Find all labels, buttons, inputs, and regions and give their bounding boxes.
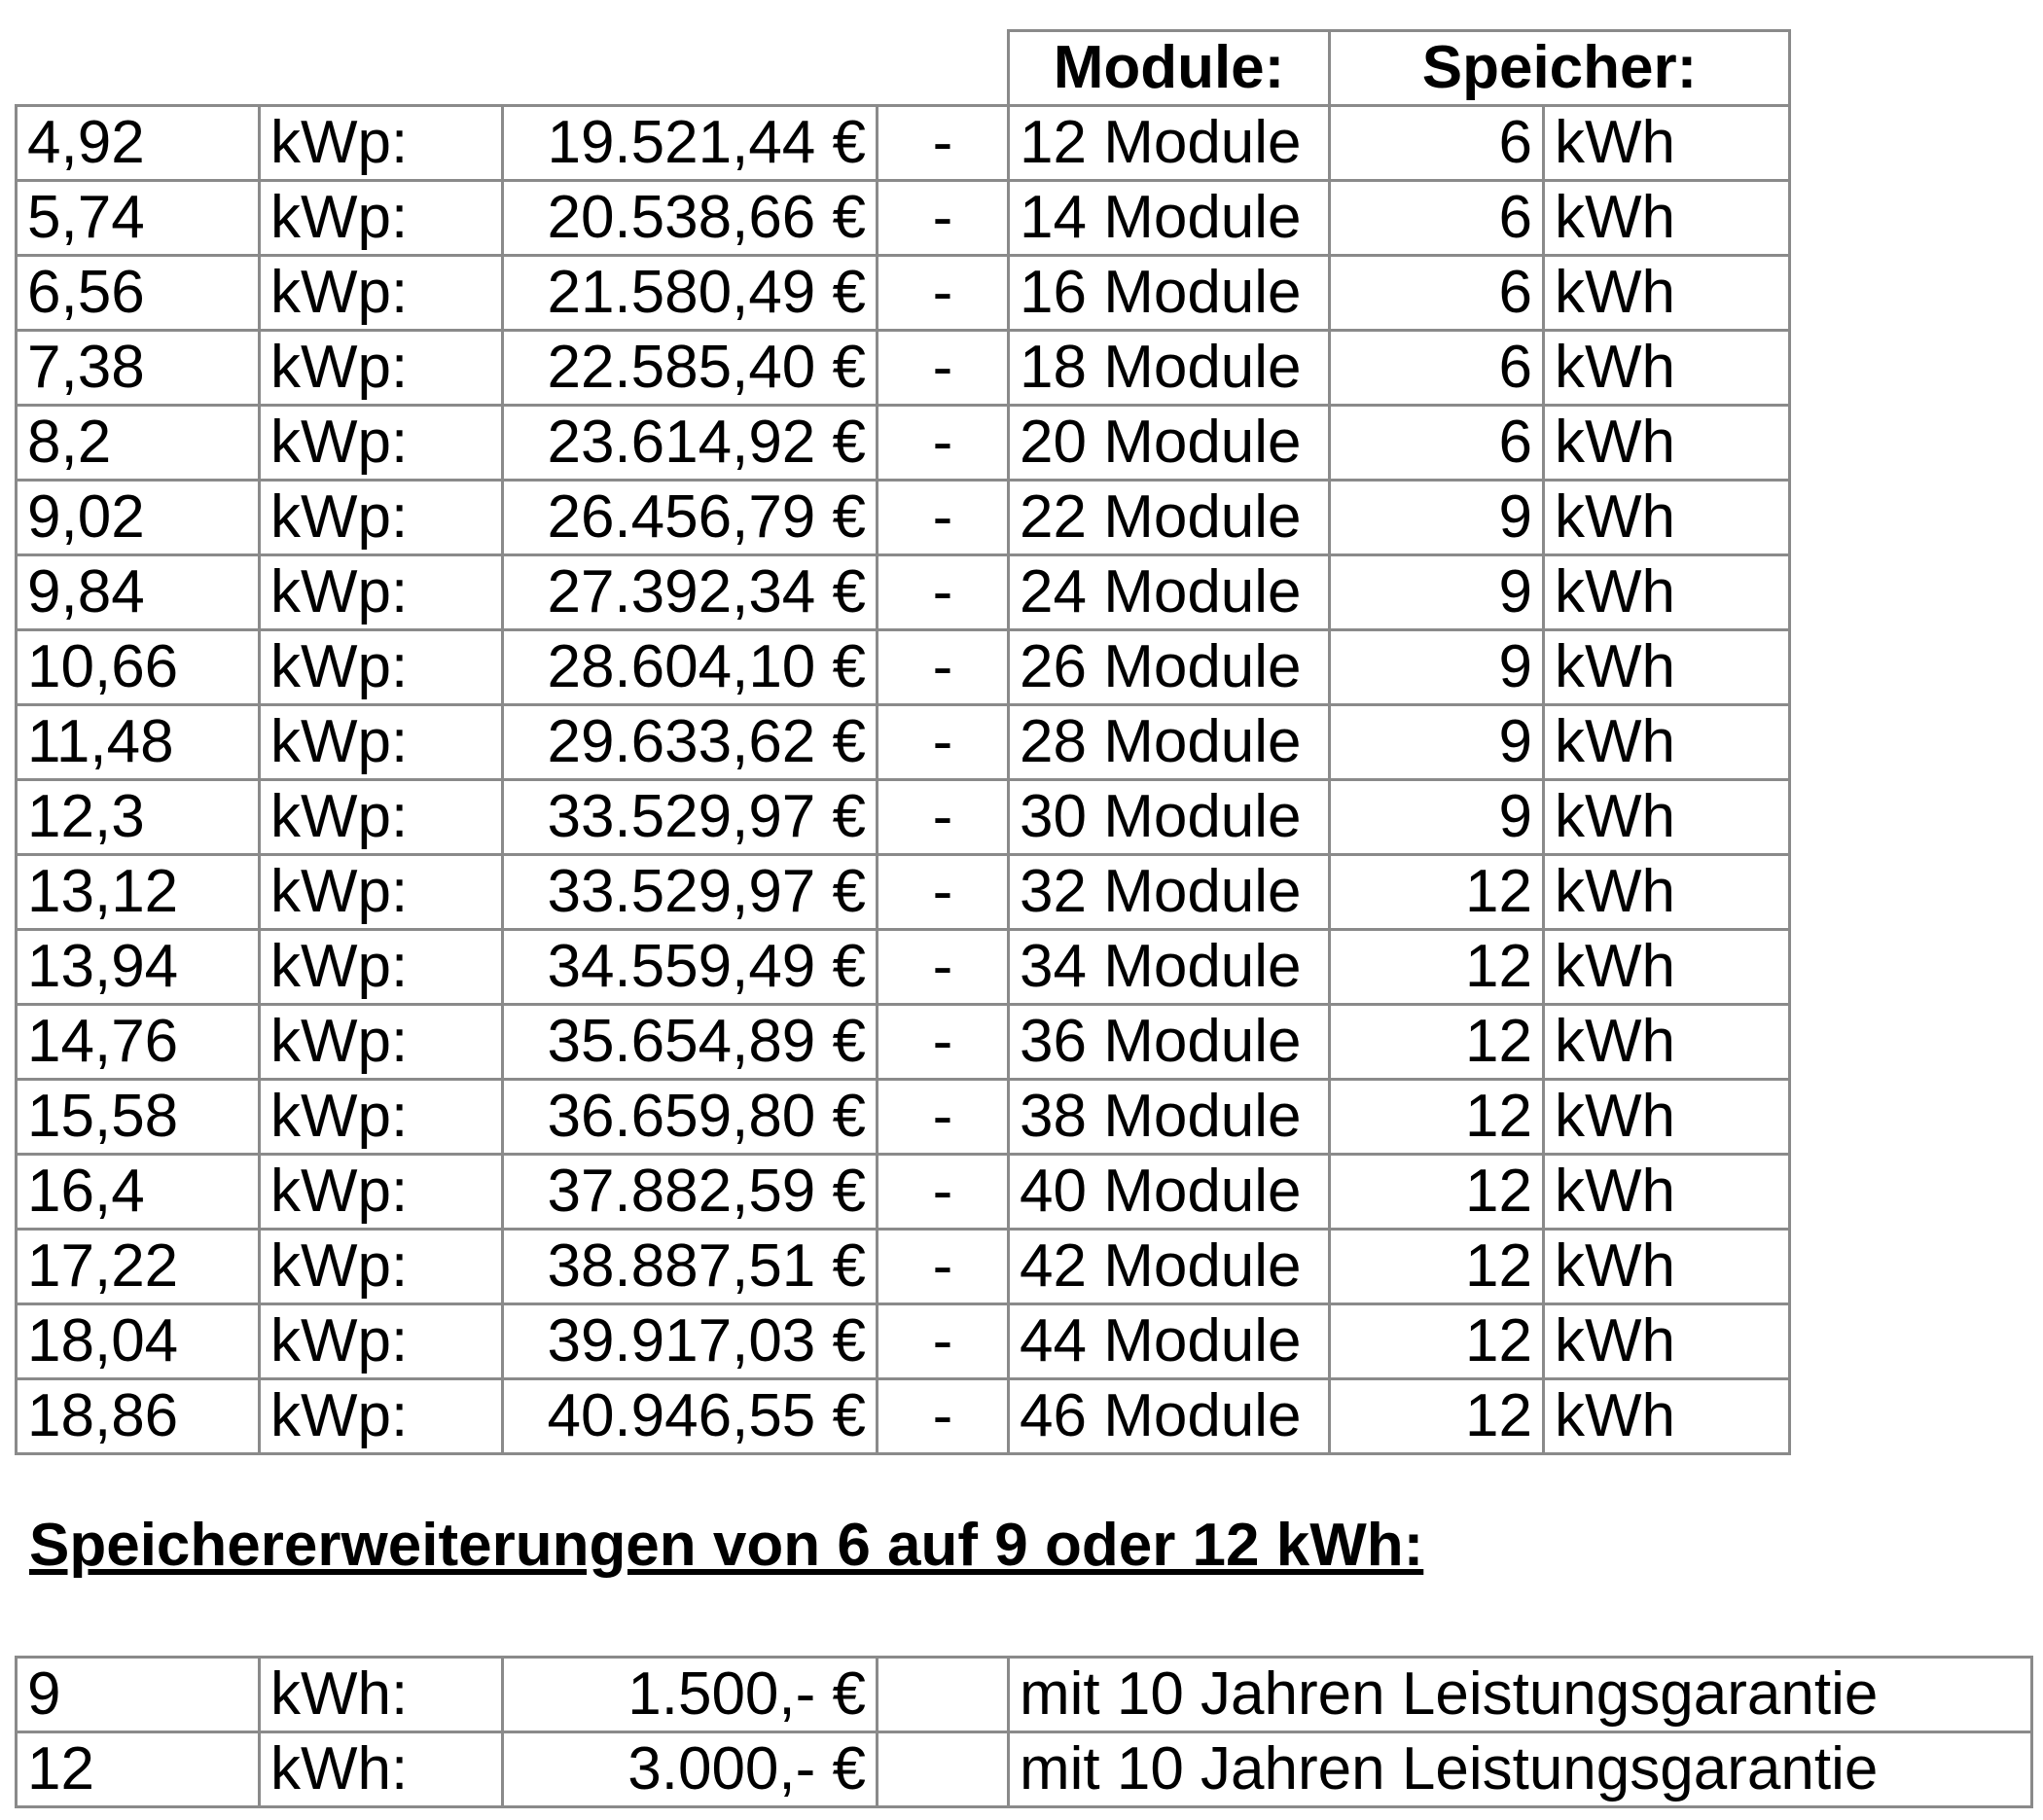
storage-unit: kWh	[1544, 1379, 1790, 1454]
module-count: 26 Module	[1009, 630, 1330, 705]
dash-separator: -	[878, 106, 1009, 181]
storage-unit: kWh	[1544, 555, 1790, 630]
dash-separator: -	[878, 855, 1009, 930]
kwp-value: 18,04	[17, 1304, 260, 1379]
extension-empty	[878, 1658, 1009, 1732]
extension-unit: kWh:	[260, 1732, 503, 1807]
header-blank	[878, 31, 1009, 106]
module-count: 46 Module	[1009, 1379, 1330, 1454]
price-value: 36.659,80 €	[503, 1080, 878, 1155]
storage-value: 6	[1330, 106, 1544, 181]
price-value: 33.529,97 €	[503, 855, 878, 930]
dash-separator: -	[878, 481, 1009, 555]
price-value: 28.604,10 €	[503, 630, 878, 705]
price-value: 21.580,49 €	[503, 256, 878, 331]
dash-separator: -	[878, 181, 1009, 256]
extension-price: 3.000,- €	[503, 1732, 878, 1807]
kwp-value: 13,94	[17, 930, 260, 1005]
table-row	[17, 106, 1790, 181]
storage-value: 12	[1330, 1155, 1544, 1230]
table-row	[17, 256, 1790, 331]
table-row	[17, 1379, 1790, 1454]
extension-row	[17, 1732, 2032, 1807]
kwp-value: 14,76	[17, 1005, 260, 1080]
kwp-unit: kWp:	[260, 1379, 503, 1454]
storage-value: 9	[1330, 630, 1544, 705]
table-row	[17, 1230, 1790, 1304]
storage-value: 12	[1330, 1379, 1544, 1454]
table-row	[17, 705, 1790, 780]
storage-value: 6	[1330, 181, 1544, 256]
kwp-unit: kWp:	[260, 331, 503, 406]
module-count: 40 Module	[1009, 1155, 1330, 1230]
kwp-value: 8,2	[17, 406, 260, 481]
module-count: 44 Module	[1009, 1304, 1330, 1379]
table-row	[17, 1304, 1790, 1379]
module-count: 42 Module	[1009, 1230, 1330, 1304]
storage-value: 6	[1330, 331, 1544, 406]
price-value: 26.456,79 €	[503, 481, 878, 555]
kwp-unit: kWp:	[260, 1230, 503, 1304]
table-row	[17, 181, 1790, 256]
kwp-value: 15,58	[17, 1080, 260, 1155]
price-value: 34.559,49 €	[503, 930, 878, 1005]
price-value: 19.521,44 €	[503, 106, 878, 181]
kwp-value: 7,38	[17, 331, 260, 406]
storage-value: 12	[1330, 1230, 1544, 1304]
module-count: 20 Module	[1009, 406, 1330, 481]
price-value: 23.614,92 €	[503, 406, 878, 481]
extension-note: mit 10 Jahren Leistungsgarantie	[1009, 1732, 2032, 1807]
dash-separator: -	[878, 1005, 1009, 1080]
extension-unit: kWh:	[260, 1658, 503, 1732]
dash-separator: -	[878, 630, 1009, 705]
storage-unit: kWh	[1544, 930, 1790, 1005]
kwp-value: 18,86	[17, 1379, 260, 1454]
storage-value: 9	[1330, 705, 1544, 780]
kwp-value: 17,22	[17, 1230, 260, 1304]
module-count: 24 Module	[1009, 555, 1330, 630]
table-row	[17, 481, 1790, 555]
storage-unit: kWh	[1544, 780, 1790, 855]
price-value: 35.654,89 €	[503, 1005, 878, 1080]
module-count: 34 Module	[1009, 930, 1330, 1005]
module-count: 16 Module	[1009, 256, 1330, 331]
table-row	[17, 1080, 1790, 1155]
dash-separator: -	[878, 1080, 1009, 1155]
storage-unit: kWh	[1544, 1005, 1790, 1080]
storage-value: 12	[1330, 855, 1544, 930]
kwp-value: 16,4	[17, 1155, 260, 1230]
storage-unit: kWh	[1544, 1304, 1790, 1379]
module-count: 30 Module	[1009, 780, 1330, 855]
table-row	[17, 930, 1790, 1005]
kwp-value: 9,02	[17, 481, 260, 555]
pricing-table	[15, 29, 1791, 1455]
extension-title: Speichererweiterungen von 6 auf 9 oder 12 kWh:	[29, 1512, 1424, 1579]
extension-kwh: 12	[17, 1732, 260, 1807]
table-row	[17, 780, 1790, 855]
kwp-value: 13,12	[17, 855, 260, 930]
storage-unit: kWh	[1544, 630, 1790, 705]
storage-value: 6	[1330, 406, 1544, 481]
price-value: 37.882,59 €	[503, 1155, 878, 1230]
price-value: 29.633,62 €	[503, 705, 878, 780]
extension-row	[17, 1658, 2032, 1732]
kwp-unit: kWp:	[260, 481, 503, 555]
storage-value: 9	[1330, 555, 1544, 630]
header-blank	[260, 31, 503, 106]
table-row	[17, 555, 1790, 630]
storage-value: 9	[1330, 780, 1544, 855]
table-row	[17, 630, 1790, 705]
dash-separator: -	[878, 555, 1009, 630]
storage-unit: kWh	[1544, 1230, 1790, 1304]
kwp-value: 9,84	[17, 555, 260, 630]
kwp-unit: kWp:	[260, 705, 503, 780]
price-value: 20.538,66 €	[503, 181, 878, 256]
kwp-value: 12,3	[17, 780, 260, 855]
storage-unit: kWh	[1544, 481, 1790, 555]
kwp-unit: kWp:	[260, 630, 503, 705]
extension-kwh: 9	[17, 1658, 260, 1732]
module-count: 32 Module	[1009, 855, 1330, 930]
kwp-unit: kWp:	[260, 930, 503, 1005]
extension-note: mit 10 Jahren Leistungsgarantie	[1009, 1658, 2032, 1732]
table-row	[17, 1005, 1790, 1080]
storage-value: 12	[1330, 1304, 1544, 1379]
module-count: 12 Module	[1009, 106, 1330, 181]
kwp-value: 5,74	[17, 181, 260, 256]
kwp-unit: kWp:	[260, 181, 503, 256]
price-value: 39.917,03 €	[503, 1304, 878, 1379]
price-value: 22.585,40 €	[503, 331, 878, 406]
dash-separator: -	[878, 331, 1009, 406]
kwp-value: 11,48	[17, 705, 260, 780]
storage-unit: kWh	[1544, 1155, 1790, 1230]
dash-separator: -	[878, 1155, 1009, 1230]
module-count: 36 Module	[1009, 1005, 1330, 1080]
extension-table	[15, 1656, 2033, 1808]
extension-empty	[878, 1732, 1009, 1807]
table-row	[17, 406, 1790, 481]
table-row	[17, 1155, 1790, 1230]
storage-value: 12	[1330, 1080, 1544, 1155]
module-count: 38 Module	[1009, 1080, 1330, 1155]
kwp-unit: kWp:	[260, 1304, 503, 1379]
kwp-unit: kWp:	[260, 406, 503, 481]
storage-unit: kWh	[1544, 406, 1790, 481]
price-value: 27.392,34 €	[503, 555, 878, 630]
price-value: 40.946,55 €	[503, 1379, 878, 1454]
kwp-unit: kWp:	[260, 555, 503, 630]
table-row	[17, 855, 1790, 930]
kwp-unit: kWp:	[260, 1005, 503, 1080]
module-count: 28 Module	[1009, 705, 1330, 780]
kwp-unit: kWp:	[260, 256, 503, 331]
dash-separator: -	[878, 1230, 1009, 1304]
speicher-header: Speicher:	[1330, 31, 1790, 106]
dash-separator: -	[878, 1379, 1009, 1454]
dash-separator: -	[878, 780, 1009, 855]
storage-value: 12	[1330, 1005, 1544, 1080]
module-count: 18 Module	[1009, 331, 1330, 406]
table-row	[17, 331, 1790, 406]
module-count: 14 Module	[1009, 181, 1330, 256]
storage-value: 12	[1330, 930, 1544, 1005]
storage-unit: kWh	[1544, 855, 1790, 930]
module-header: Module:	[1009, 31, 1330, 106]
kwp-value: 6,56	[17, 256, 260, 331]
kwp-value: 4,92	[17, 106, 260, 181]
storage-unit: kWh	[1544, 705, 1790, 780]
kwp-unit: kWp:	[260, 106, 503, 181]
kwp-value: 10,66	[17, 630, 260, 705]
extension-price: 1.500,- €	[503, 1658, 878, 1732]
header-blank	[503, 31, 878, 106]
storage-unit: kWh	[1544, 1080, 1790, 1155]
header-blank	[17, 31, 260, 106]
kwp-unit: kWp:	[260, 1080, 503, 1155]
dash-separator: -	[878, 406, 1009, 481]
header-row	[17, 31, 1790, 106]
storage-unit: kWh	[1544, 331, 1790, 406]
module-count: 22 Module	[1009, 481, 1330, 555]
kwp-unit: kWp:	[260, 780, 503, 855]
dash-separator: -	[878, 705, 1009, 780]
kwp-unit: kWp:	[260, 855, 503, 930]
dash-separator: -	[878, 930, 1009, 1005]
storage-unit: kWh	[1544, 256, 1790, 331]
dash-separator: -	[878, 256, 1009, 331]
price-value: 33.529,97 €	[503, 780, 878, 855]
kwp-unit: kWp:	[260, 1155, 503, 1230]
storage-value: 9	[1330, 481, 1544, 555]
dash-separator: -	[878, 1304, 1009, 1379]
price-value: 38.887,51 €	[503, 1230, 878, 1304]
storage-value: 6	[1330, 256, 1544, 331]
storage-unit: kWh	[1544, 181, 1790, 256]
storage-unit: kWh	[1544, 106, 1790, 181]
